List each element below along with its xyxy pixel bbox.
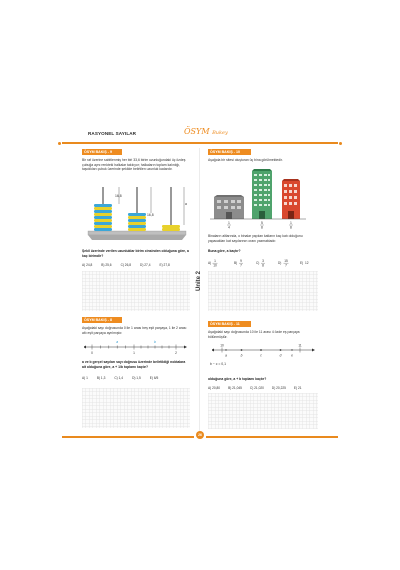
- building-left: [214, 195, 244, 219]
- rings-right: [162, 225, 180, 231]
- q10-scratch-grid: [208, 271, 318, 311]
- q9-option-c[interactable]: C) 26,8: [120, 263, 132, 267]
- q10-option-b-den: 7: [240, 263, 242, 268]
- q10-options: [208, 257, 318, 269]
- q10-option-e-letter[interactable]: E): [300, 261, 304, 265]
- q12-mark-b: b: [240, 353, 243, 358]
- rings-middle: [128, 213, 146, 231]
- q9-figure-label-1: 16,8: [115, 194, 122, 198]
- q12-axis-label-0: 10: [220, 343, 224, 348]
- q10-text: Aşağıda bir sitesi oluşturan üç bina görülmektedir.: [208, 158, 283, 162]
- q10-option-d-num: 15: [284, 259, 288, 263]
- q12-options: [208, 386, 311, 390]
- header-right-dot: [339, 142, 342, 145]
- q12-prompt: olduğuna göre, a + b toplamı kaçtır?: [208, 377, 267, 381]
- q10-option-b-num: 9: [240, 259, 242, 263]
- q10-frac-1-den: 4: [228, 225, 230, 230]
- q10-option-e-value: 12: [305, 261, 309, 265]
- q11-axis-label-1: 1: [133, 351, 135, 355]
- q9-option-e[interactable]: E) 27,8: [159, 263, 170, 267]
- q9-prompt: Şekil üzerinde verilen uzunluklar birim cinsinden olduğuna göre, a kaç birimdir?: [82, 249, 189, 258]
- q11-heading: ÖSYM BAKIŞ - 8: [82, 317, 122, 323]
- building-middle: [252, 169, 272, 219]
- q12-option-a[interactable]: A) 20,80: [208, 386, 221, 390]
- q11-option-b[interactable]: B) 1,3: [96, 376, 106, 380]
- section-title: RASYONEL SAYILAR: [88, 131, 137, 136]
- rings-left: [94, 204, 112, 231]
- q9-figure-label-3: a: [185, 202, 187, 206]
- q11-option-c[interactable]: C) 1,4: [114, 376, 124, 380]
- q10-option-c-den: 8: [262, 263, 264, 268]
- q9-text: Bir raf üzerine sabitlenmiş her biri 33,6 birim uzunluğundaki üç özdeş çubuğa aynı renkteki halkalar takılıyor; halkaların toplam kalınlığı, taşıdıkları çubuk üzerinde şekilde belirtilen uzunluk kadardır.: [82, 158, 186, 172]
- q11-axis-label-0: 0: [91, 351, 93, 355]
- q12-mark-c: c: [260, 353, 262, 358]
- brand-sub: Bukey: [212, 130, 228, 136]
- q11-option-e[interactable]: E) 6/5: [149, 376, 159, 380]
- q10-option-a-den: 10: [213, 263, 217, 268]
- q10-prompt: Buna göre, a kaçtır?: [208, 249, 241, 253]
- q10-option-d-den: 7: [285, 263, 287, 268]
- q9-options: [82, 263, 179, 267]
- q10-frac-1-num: 1: [228, 221, 230, 225]
- q12-option-d[interactable]: D) 20,225: [271, 386, 286, 390]
- header-divider: [62, 142, 338, 144]
- q11-prompt-text: a ve b gerçel sayıları sayı doğrusu üzerinde belirtildiği noktalara ait olduğuna göre,: [82, 360, 186, 369]
- q9-figure: [84, 181, 192, 245]
- q9-figure-label-2: 16,8: [147, 213, 154, 217]
- q10-option-b-letter[interactable]: B): [234, 261, 238, 265]
- page-number: 26: [196, 431, 204, 439]
- q11-prompt: [82, 360, 190, 369]
- q12-option-c[interactable]: C) 21,020: [249, 386, 264, 390]
- q9-option-d[interactable]: D) 27,4: [140, 263, 151, 267]
- brand-name: ÖSYM: [184, 127, 210, 136]
- footer-divider-left: [62, 436, 194, 438]
- q10-frac-2-num: 5: [261, 221, 263, 225]
- q9-scratch-grid: [82, 271, 190, 311]
- q12-axis-label-1: 11: [298, 343, 302, 348]
- q10-text-2: Binaların altlarında, o binalar yapılan katların kaç katı olduğunu yapacakları kat sayılarının oranı yazmaktadır.: [208, 234, 303, 243]
- q11-option-d[interactable]: D) 1,5: [132, 376, 141, 380]
- q12-mark-a: a: [225, 353, 227, 358]
- q9-option-a[interactable]: A) 24,8: [82, 263, 93, 267]
- q9-option-b[interactable]: B) 25,6: [101, 263, 112, 267]
- building-right: [282, 179, 300, 219]
- q12-mark-d: d: [279, 353, 282, 358]
- q12-mark-e: e: [291, 353, 293, 358]
- q12-number-line: [212, 342, 316, 360]
- unit-label: Ünite 2: [196, 271, 202, 292]
- q10-option-a-letter[interactable]: A): [208, 261, 212, 265]
- q10-option-c-num: 3: [262, 259, 264, 263]
- q10-option-a-num: 1: [214, 259, 216, 263]
- q11-prompt-expr: a + 1/b: [112, 364, 123, 369]
- q11-prompt-end: toplamı kaçtır?: [123, 364, 149, 369]
- q11-mark-b: b: [154, 340, 156, 344]
- header-left-dot: [58, 142, 61, 145]
- q11-options: [82, 376, 167, 380]
- q12-text: Aşağıdaki sayı doğrusunda 10 ile 11 arası 4 özde eş parçaya bölünmüştür.: [208, 330, 300, 339]
- q10-frac-3-num: 1: [290, 221, 292, 225]
- q10-frac-3-den: 8: [290, 225, 292, 230]
- q12-option-e[interactable]: E) 21: [293, 386, 302, 390]
- q11-number-line: [84, 339, 188, 357]
- q11-axis-label-2: 2: [175, 351, 177, 355]
- q10-figure: [208, 165, 318, 233]
- footer-divider-right: [206, 436, 338, 438]
- q11-mark-a: a: [116, 340, 119, 344]
- q12-heading: ÖSYM BAKIŞ - 11: [208, 321, 251, 327]
- q9-heading: ÖSYM BAKIŞ - 9: [82, 149, 122, 155]
- q12-option-b[interactable]: B) 21,045: [228, 386, 242, 390]
- q12-equation: b − c = 0,1: [210, 362, 227, 366]
- q11-scratch-grid: [82, 388, 190, 428]
- q10-frac-2-den: 8: [261, 225, 263, 230]
- q11-option-a[interactable]: A) 1: [82, 376, 88, 380]
- q11-text: Aşağıdaki sayı doğrusunda 0 ile 1 arası beş eşit parçaya, 1 ile 2 arası altı eşit parçaya ayrılmıştır.: [82, 326, 187, 335]
- brand-logo: [184, 127, 228, 136]
- q10-option-c-letter[interactable]: C): [256, 261, 260, 265]
- q10-heading: ÖSYM BAKIŞ - 10: [208, 149, 251, 155]
- q10-option-d-letter[interactable]: D): [278, 261, 282, 265]
- q12-scratch-grid: [208, 393, 318, 429]
